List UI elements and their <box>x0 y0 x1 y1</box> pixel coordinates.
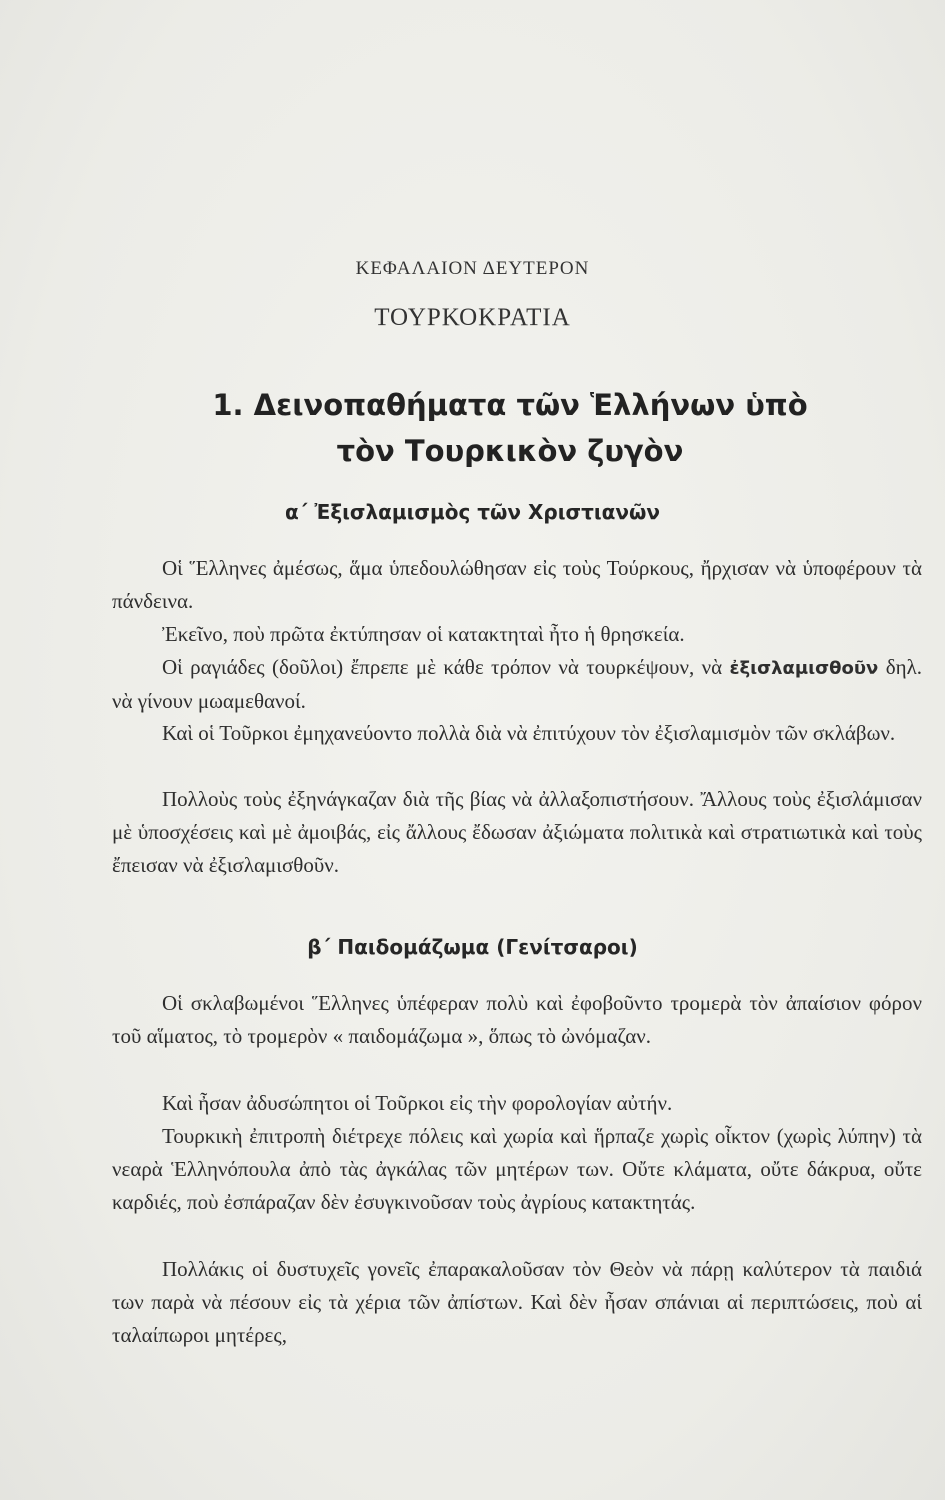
paragraph-text: Καὶ οἱ Τοῦρκοι ἐμηχανεύοντο πολλὰ διὰ νὰ ἐπιτύχουν τὸν ἐξισλαμισμὸν τῶν σκλάβων. <box>162 721 896 745</box>
paragraph <box>112 987 922 1053</box>
paragraph <box>112 1253 922 1352</box>
chapter-heading: ΚΕΦΑΛΑΙΟΝ ΔΕΥΤΕΡΟΝ <box>355 258 590 279</box>
paragraph-text: Τουρκικὴ ἐπιτροπὴ διέτρεχε πόλεις καὶ χωρία καὶ ἥρπαζε χωρὶς οἶκτον (χωρὶς λύπην) τὰ νεαρὰ Ἑλληνόπουλα ἀπὸ τὰς ἀγκάλας τῶν μητέρων των. Οὔτε κλάματα, οὔτε δάκρυα, οὔτε καρδιές, ποὺ ἐσπάραζαν δὲν ἐσυγκινοῦσαν τοὺς ἀγρίους κατακτητάς. <box>112 1124 922 1214</box>
paragraph <box>112 1087 922 1120</box>
section-number: 1. <box>212 388 244 422</box>
paragraph-text: Οἱ σκλαβωμένοι Ἕλληνες ὑπέφεραν πολὺ καὶ ἐφοβοῦντο τρομερὰ τὸν ἀπαίσιον φόρον τοῦ αἵματος, τὸ τρομερὸν « παιδομάζωμα », ὅπως τὸ ὠνόμαζαν. <box>112 991 922 1048</box>
section-title-line2: τὸν Τουρκικὸν ζυγὸν <box>336 434 684 468</box>
paragraph-text: Καὶ ἦσαν ἀδυσώπητοι οἱ Τοῦρκοι εἰς τὴν φορολογίαν αὐτήν. <box>162 1091 673 1115</box>
paragraph <box>112 552 922 618</box>
subsection-b-heading: β΄ Παιδομάζωμα (Γενίτσαροι) <box>307 935 638 959</box>
paragraph-text: Οἱ Ἕλληνες ἀμέσως, ἅμα ὑπεδουλώθησαν εἰς τοὺς Τούρκους, ἤρχισαν νὰ ὑποφέρουν τὰ πάνδεινα. <box>112 556 922 613</box>
paragraph <box>112 618 922 651</box>
paragraph-text: Ἐκεῖνο, ποὺ πρῶτα ἐκτύπησαν οἱ κατακτηταὶ ἦτο ἡ θρησκεία. <box>162 622 685 646</box>
section-title <box>150 382 870 474</box>
paragraph <box>112 1120 922 1219</box>
paragraph-text: Οἱ ραγιάδες (δοῦλοι) ἔπρεπε μὲ κάθε τρόπον νὰ τουρκέψουν, νὰ <box>162 655 723 679</box>
section-title-line1: Δεινοπαθήματα τῶν Ἑλλήνων ὑπὸ <box>253 388 808 422</box>
paragraph <box>112 651 922 718</box>
emphasized-word: ἐξισλαμισθοῦν <box>729 658 879 679</box>
paragraph-text: Πολλοὺς τοὺς ἐξηνάγκαζαν διὰ τῆς βίας νὰ ἀλλαξοπιστήσουν. Ἄλλους τοὺς ἐξισλάμισαν μὲ ὑποσχέσεις καὶ μὲ ἀμοιβάς, εἰς ἄλλους ἔδωσαν ἀξιώματα πολιτικὰ καὶ στρατιωτικὰ καὶ τοὺς ἔπεισαν νὰ ἐξισλαμισθοῦν. <box>112 787 922 877</box>
paragraph-text: Πολλάκις οἱ δυστυχεῖς γονεῖς ἐπαρακαλοῦσαν τὸν Θεὸν νὰ πάρῃ καλύτερον τὰ παιδιά των παρὰ νὰ πέσουν εἰς τὰ χέρια τῶν ἀπίστων. Καὶ δὲν ἦσαν σπάνιαι αἱ περιπτώσεις, ποὺ αἱ ταλαίπωροι μητέρες, <box>112 1257 922 1347</box>
paragraph <box>112 783 922 882</box>
part-title: ΤΟΥΡΚΟΚΡΑΤΙΑ <box>374 304 571 331</box>
paragraph <box>112 717 922 750</box>
subsection-a-heading: α΄ Ἐξισλαμισμὸς τῶν Χριστιανῶν <box>284 500 661 524</box>
paragraph-text: δηλ. νὰ γίνουν μωαμεθανοί. <box>112 655 922 713</box>
